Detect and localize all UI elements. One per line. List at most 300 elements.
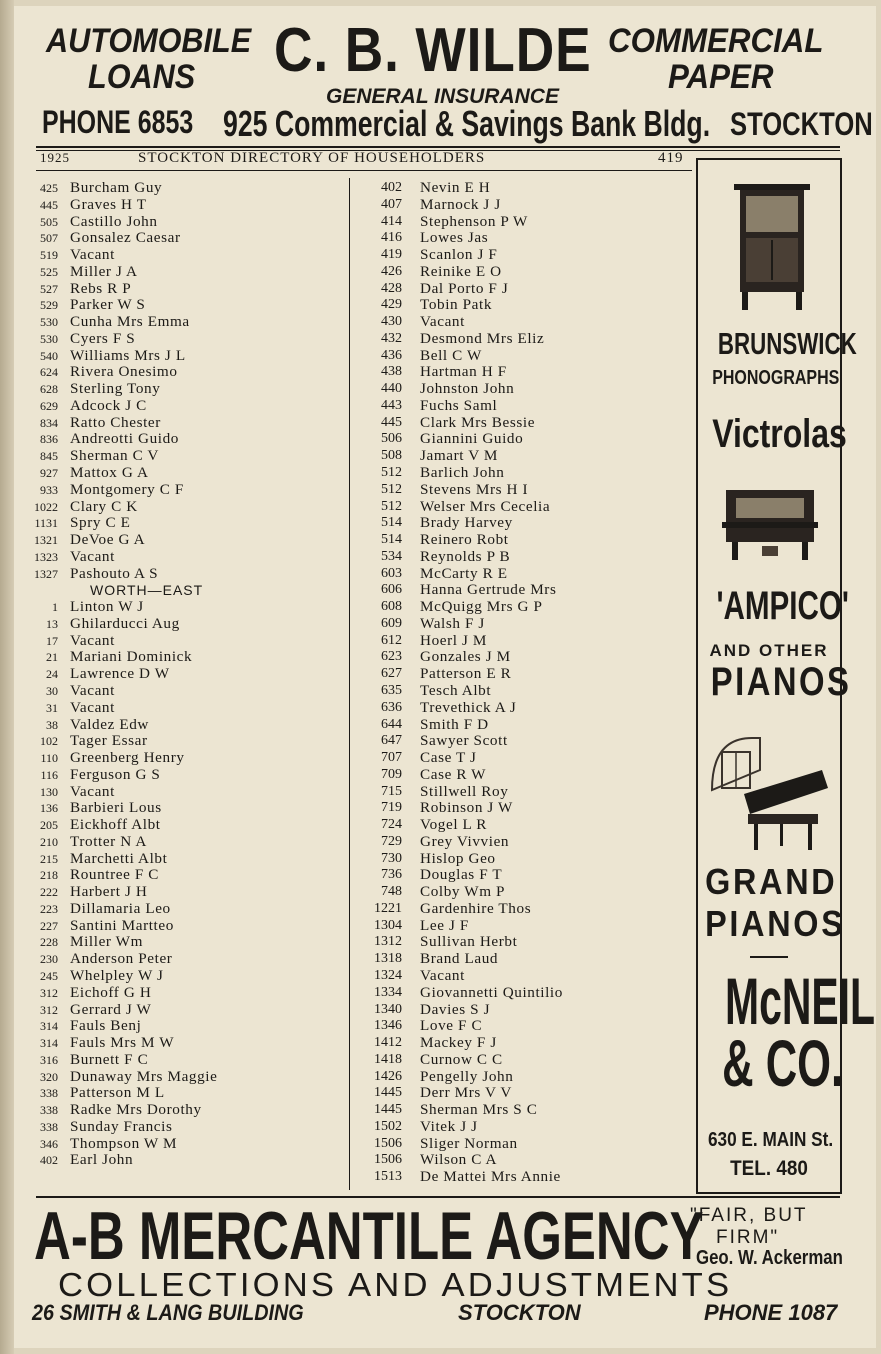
house-number: 102 xyxy=(40,734,58,749)
co-text: & CO. xyxy=(722,1026,844,1100)
householder-name: Giovannetti Quintilio xyxy=(420,983,563,1001)
householder-name: Welser Mrs Cecelia xyxy=(420,497,551,515)
householder-name: Vitek J J xyxy=(420,1117,478,1135)
house-number: 623 xyxy=(381,649,402,665)
householder-name: Vacant xyxy=(420,313,465,331)
householder-name: McQuigg Mrs G P xyxy=(420,598,543,616)
household-entry xyxy=(10,985,345,1002)
householder-name: Vacant xyxy=(70,631,115,649)
household-entry xyxy=(362,817,692,834)
house-number: 724 xyxy=(381,817,402,833)
household-entry xyxy=(362,297,692,314)
householder-name: Earl John xyxy=(70,1151,134,1169)
householder-name: DeVoe G A xyxy=(70,531,146,549)
householder-name: Reinike E O xyxy=(420,262,502,280)
household-entry xyxy=(362,381,692,398)
household-entry xyxy=(362,230,692,247)
household-entry xyxy=(362,733,692,750)
household-entry xyxy=(10,1152,345,1169)
household-entry xyxy=(10,834,345,851)
house-number: 432 xyxy=(381,330,402,346)
house-number: 402 xyxy=(40,1153,58,1168)
household-entry xyxy=(362,465,692,482)
householder-name: Bell C W xyxy=(420,346,482,364)
house-number: 736 xyxy=(381,867,402,883)
mcneil-telephone: TEL. 480 xyxy=(730,1157,808,1180)
household-entry xyxy=(10,415,345,432)
householder-name: Radke Mrs Dorothy xyxy=(70,1101,202,1119)
household-entry xyxy=(362,616,692,633)
household-entry xyxy=(362,549,692,566)
householder-name: Gonzales J M xyxy=(420,648,511,666)
bottom-ad-company-name: A-B MERCANTILE AGENCY xyxy=(34,1198,704,1274)
household-entry xyxy=(362,784,692,801)
page-title: STOCKTON DIRECTORY OF HOUSEHOLDERS xyxy=(138,150,486,166)
householder-name: Barlich John xyxy=(420,464,505,482)
house-number: 636 xyxy=(381,699,402,715)
household-entry xyxy=(10,348,345,365)
householder-name: Spry C E xyxy=(70,514,131,532)
household-entry xyxy=(362,767,692,784)
householder-name: Love F C xyxy=(420,1017,483,1035)
house-number: 1324 xyxy=(374,967,402,983)
household-entry xyxy=(10,683,345,700)
householder-name: Trevethick A J xyxy=(420,698,517,716)
house-number: 1022 xyxy=(34,499,58,514)
house-number: 38 xyxy=(46,717,58,732)
house-number: 1221 xyxy=(374,900,402,916)
householder-name: Ratto Chester xyxy=(70,413,161,431)
householder-name: Vacant xyxy=(70,782,115,800)
household-entry xyxy=(10,633,345,650)
column-divider xyxy=(349,178,350,1190)
household-entry xyxy=(10,532,345,549)
house-number: 426 xyxy=(381,263,402,279)
house-number: 1506 xyxy=(374,1152,402,1168)
household-entry xyxy=(362,834,692,851)
house-number: 629 xyxy=(40,398,58,413)
house-number: 1131 xyxy=(34,516,58,531)
household-entry xyxy=(362,1069,692,1086)
side-ad-rule xyxy=(750,956,788,958)
household-entry xyxy=(362,1119,692,1136)
household-entry xyxy=(10,549,345,566)
householder-name: Brand Laud xyxy=(420,950,499,968)
household-entry xyxy=(362,247,692,264)
household-entry xyxy=(362,281,692,298)
player-piano-illustration xyxy=(722,486,818,562)
householder-name: Dal Porto F J xyxy=(420,279,509,297)
householder-name: Vacant xyxy=(70,681,115,699)
house-number: 1445 xyxy=(374,1102,402,1118)
household-entry xyxy=(362,666,692,683)
ampico-text: 'AMPICO' xyxy=(716,584,849,628)
house-number: 116 xyxy=(40,767,58,782)
householder-name: Gonsalez Caesar xyxy=(70,229,181,247)
page-year: 1925 xyxy=(40,150,70,165)
house-number: 110 xyxy=(40,751,58,766)
house-number: 407 xyxy=(381,196,402,212)
householder-name: Rivera Onesimo xyxy=(70,363,178,381)
title-rule xyxy=(36,170,692,171)
householder-name: Gerrard J W xyxy=(70,1000,152,1018)
householder-name: Curnow C C xyxy=(420,1050,503,1068)
household-entry xyxy=(362,750,692,767)
ad-loans-text: LOANS xyxy=(88,58,196,96)
household-entry xyxy=(10,1018,345,1035)
householder-name: Davies S J xyxy=(420,1000,491,1018)
household-entry xyxy=(362,867,692,884)
bottom-ad-phone: PHONE 1087 xyxy=(704,1300,838,1325)
bottom-ad-proprietor: Geo. W. Ackerman xyxy=(696,1247,843,1269)
householder-name: Hoerl J M xyxy=(420,631,487,649)
household-entry xyxy=(362,515,692,532)
page-number: 419 xyxy=(658,150,684,166)
household-entry xyxy=(10,1119,345,1136)
household-entry xyxy=(10,264,345,281)
house-number: 609 xyxy=(381,615,402,631)
house-number: 1327 xyxy=(34,566,58,581)
household-entry xyxy=(10,1136,345,1153)
ad-address: 925 Commercial & Savings Bank Bldg. xyxy=(223,103,711,144)
house-number: 603 xyxy=(381,565,402,581)
household-entry xyxy=(362,717,692,734)
house-number: 136 xyxy=(40,801,58,816)
household-entry xyxy=(362,800,692,817)
household-entry xyxy=(362,884,692,901)
header-rule xyxy=(36,146,840,148)
householder-name: Sherman Mrs S C xyxy=(420,1101,538,1119)
household-entry xyxy=(10,616,345,633)
household-entry xyxy=(10,499,345,516)
household-entry xyxy=(10,566,345,583)
household-entry xyxy=(10,1035,345,1052)
household-entry xyxy=(10,817,345,834)
householder-name: Andreotti Guido xyxy=(70,430,179,448)
householder-name: Lawrence D W xyxy=(70,665,170,683)
householder-name: Colby Wm P xyxy=(420,883,506,901)
householder-name: Castillo John xyxy=(70,212,158,230)
house-number: 245 xyxy=(40,968,58,983)
listing-column-1 xyxy=(10,180,345,1169)
householder-name: Fauls Benj xyxy=(70,1017,142,1035)
householder-name: Reinero Robt xyxy=(420,531,509,549)
householder-name: Sunday Francis xyxy=(70,1117,173,1135)
household-entry xyxy=(362,582,692,599)
householder-name: Pengelly John xyxy=(420,1067,514,1085)
household-entry xyxy=(10,281,345,298)
house-number: 440 xyxy=(381,381,402,397)
householder-name: Thompson W M xyxy=(70,1134,178,1152)
house-number: 436 xyxy=(381,347,402,363)
house-number: 508 xyxy=(381,448,402,464)
household-entry xyxy=(10,180,345,197)
house-number: 627 xyxy=(381,666,402,682)
house-number: 512 xyxy=(381,498,402,514)
house-number: 445 xyxy=(381,414,402,430)
householder-name: Vacant xyxy=(70,547,115,565)
household-entry xyxy=(362,1052,692,1069)
householder-name: Sterling Tony xyxy=(70,380,161,398)
household-entry xyxy=(362,683,692,700)
phonographs-text: PHONOGRAPHS xyxy=(712,367,840,389)
house-number: 834 xyxy=(40,415,58,430)
householder-name: Wilson C A xyxy=(420,1151,498,1169)
house-number: 707 xyxy=(381,750,402,766)
householder-name: Graves H T xyxy=(70,195,147,213)
house-number: 314 xyxy=(40,1036,58,1051)
household-entry xyxy=(10,867,345,884)
household-entry xyxy=(362,1136,692,1153)
household-entry xyxy=(10,197,345,214)
household-entry xyxy=(362,901,692,918)
householder-name: Vacant xyxy=(70,246,115,264)
householder-name: Williams Mrs J L xyxy=(70,346,186,364)
household-entry xyxy=(10,951,345,968)
householder-name: Case T J xyxy=(420,749,477,767)
householder-name: Scanlon J F xyxy=(420,246,498,264)
household-entry xyxy=(362,599,692,616)
house-number: 715 xyxy=(381,783,402,799)
household-entry xyxy=(10,666,345,683)
household-entry xyxy=(362,1169,692,1186)
household-entry xyxy=(362,1085,692,1102)
householder-name: Reynolds P B xyxy=(420,547,511,565)
householder-name: Stillwell Roy xyxy=(420,782,509,800)
house-number: 507 xyxy=(40,231,58,246)
phonograph-illustration xyxy=(734,182,810,312)
house-number: 218 xyxy=(40,868,58,883)
householder-name: Ghilarducci Aug xyxy=(70,614,180,632)
householder-name: Rountree F C xyxy=(70,866,160,884)
household-entry xyxy=(10,934,345,951)
household-entry xyxy=(362,431,692,448)
pianos-text: PIANOS xyxy=(710,660,852,704)
household-entry xyxy=(362,180,692,197)
house-number: 205 xyxy=(40,818,58,833)
house-number: 534 xyxy=(381,548,402,564)
house-number: 130 xyxy=(40,784,58,799)
household-entry xyxy=(362,934,692,951)
household-entry xyxy=(10,968,345,985)
householder-name: Eickhoff Albt xyxy=(70,816,161,834)
house-number: 1304 xyxy=(374,917,402,933)
householder-name: Pashouto A S xyxy=(70,564,159,582)
house-number: 1323 xyxy=(34,549,58,564)
house-number: 505 xyxy=(40,214,58,229)
ad-city: STOCKTON xyxy=(730,106,873,142)
householder-name: Smith F D xyxy=(420,715,489,733)
householder-name: Clary C K xyxy=(70,497,138,515)
bottom-ad-slogan-line2: FIRM" xyxy=(716,1227,780,1248)
house-number: 416 xyxy=(381,230,402,246)
house-number: 210 xyxy=(40,834,58,849)
house-number: 230 xyxy=(40,952,58,967)
household-entry xyxy=(10,431,345,448)
householder-name: Marchetti Albt xyxy=(70,849,168,867)
house-number: 635 xyxy=(381,682,402,698)
house-number: 320 xyxy=(40,1069,58,1084)
householder-name: Sherman C V xyxy=(70,447,160,465)
household-entry xyxy=(362,499,692,516)
householder-name: Stephenson P W xyxy=(420,212,528,230)
house-number: 227 xyxy=(40,918,58,933)
house-number: 338 xyxy=(40,1103,58,1118)
house-number: 338 xyxy=(40,1086,58,1101)
household-entry xyxy=(10,851,345,868)
house-number: 530 xyxy=(40,331,58,346)
householder-name: Robinson J W xyxy=(420,799,513,817)
householder-name: Linton W J xyxy=(70,598,144,616)
ad-automobile-text: AUTOMOBILE xyxy=(46,22,252,60)
householder-name: Patterson E R xyxy=(420,665,512,683)
household-entry xyxy=(362,1002,692,1019)
house-number: 1513 xyxy=(374,1169,402,1185)
household-entry xyxy=(10,398,345,415)
household-entry xyxy=(10,750,345,767)
house-number: 1318 xyxy=(374,951,402,967)
house-number: 1445 xyxy=(374,1085,402,1101)
householder-name: Dunaway Mrs Maggie xyxy=(70,1067,218,1085)
household-entry xyxy=(10,700,345,717)
house-number: 748 xyxy=(381,884,402,900)
house-number: 606 xyxy=(381,582,402,598)
household-entry xyxy=(10,733,345,750)
householder-name: Jamart V M xyxy=(420,447,498,465)
household-entry xyxy=(362,700,692,717)
house-number: 506 xyxy=(381,431,402,447)
house-number: 316 xyxy=(40,1052,58,1067)
house-number: 13 xyxy=(46,616,58,631)
household-entry xyxy=(362,951,692,968)
household-entry xyxy=(362,482,692,499)
householder-name: Stevens Mrs H I xyxy=(420,480,529,498)
house-number: 223 xyxy=(40,901,58,916)
house-number: 338 xyxy=(40,1119,58,1134)
householder-name: Desmond Mrs Eliz xyxy=(420,329,545,347)
household-entry xyxy=(10,1052,345,1069)
householder-name: Case R W xyxy=(420,765,487,783)
house-number: 527 xyxy=(40,281,58,296)
house-number: 402 xyxy=(381,180,402,195)
house-number: 529 xyxy=(40,298,58,313)
house-number: 612 xyxy=(381,632,402,648)
householder-name: Vacant xyxy=(70,698,115,716)
householder-name: Marnock J J xyxy=(420,195,501,213)
householder-name: McCarty R E xyxy=(420,564,508,582)
house-number: 512 xyxy=(381,481,402,497)
householder-name: Douglas F T xyxy=(420,866,503,884)
householder-name: Hartman H F xyxy=(420,363,507,381)
house-number: 419 xyxy=(381,247,402,263)
household-entry xyxy=(362,448,692,465)
householder-name: Miller Wm xyxy=(70,933,144,951)
household-entry xyxy=(10,230,345,247)
householder-name: Grey Vivvien xyxy=(420,832,510,850)
householder-name: Dillamaria Leo xyxy=(70,899,171,917)
street-section-heading: WORTH—EAST xyxy=(90,582,204,599)
bottom-ad-address: 26 SMITH & LANG BUILDING xyxy=(32,1300,304,1325)
house-number: 1321 xyxy=(34,533,58,548)
household-entry xyxy=(10,314,345,331)
householder-name: De Mattei Mrs Annie xyxy=(420,1168,561,1186)
householder-name: Greenberg Henry xyxy=(70,749,185,767)
house-number: 1502 xyxy=(374,1118,402,1134)
household-entry xyxy=(362,566,692,583)
house-number: 608 xyxy=(381,599,402,615)
house-number: 933 xyxy=(40,482,58,497)
householder-name: Johnston John xyxy=(420,380,515,398)
household-entry xyxy=(362,214,692,231)
household-entry xyxy=(362,331,692,348)
householder-name: Cyers F S xyxy=(70,329,136,347)
house-number: 215 xyxy=(40,851,58,866)
house-number: 624 xyxy=(40,365,58,380)
householder-name: Hanna Gertrude Mrs xyxy=(420,581,557,599)
householder-name: Patterson M L xyxy=(70,1084,165,1102)
house-number: 346 xyxy=(40,1136,58,1151)
household-entry xyxy=(10,717,345,734)
house-number: 644 xyxy=(381,716,402,732)
grand-text: GRAND xyxy=(705,861,838,902)
household-entry xyxy=(10,515,345,532)
household-entry xyxy=(10,482,345,499)
bottom-ad-city: STOCKTON xyxy=(458,1300,581,1325)
ad-paper-text: PAPER xyxy=(668,58,774,96)
household-entry xyxy=(362,1102,692,1119)
household-entry xyxy=(10,901,345,918)
householder-name: Burcham Guy xyxy=(70,179,163,196)
ad-company-name: C. B. WILDE xyxy=(274,16,592,85)
mcneil-address: 630 E. MAIN St. xyxy=(707,1129,834,1151)
household-entry xyxy=(10,649,345,666)
ad-insurance-text: GENERAL INSURANCE xyxy=(326,85,559,108)
householder-name: Eichoff G H xyxy=(70,983,152,1001)
householder-name: Vacant xyxy=(420,966,465,984)
house-number: 428 xyxy=(381,280,402,296)
house-number: 312 xyxy=(40,1002,58,1017)
house-number: 228 xyxy=(40,935,58,950)
house-number: 24 xyxy=(46,667,58,682)
household-entry xyxy=(362,364,692,381)
household-entry xyxy=(362,1152,692,1169)
ad-phone: PHONE 6853 xyxy=(42,104,194,140)
house-number: 519 xyxy=(40,248,58,263)
householder-name: Tobin Patk xyxy=(420,296,493,314)
householder-name: Giannini Guido xyxy=(420,430,524,448)
householder-name: Vogel L R xyxy=(420,816,487,834)
household-entry xyxy=(362,968,692,985)
household-entry xyxy=(10,599,345,616)
house-number: 525 xyxy=(40,264,58,279)
house-number: 514 xyxy=(381,515,402,531)
house-number: 30 xyxy=(46,683,58,698)
house-number: 429 xyxy=(381,297,402,313)
householder-name: Fuchs Saml xyxy=(420,396,498,414)
householder-name: Mattox G A xyxy=(70,464,149,482)
household-entry xyxy=(10,247,345,264)
house-number: 1 xyxy=(52,600,58,615)
householder-name: Lowes Jas xyxy=(420,229,489,247)
household-entry xyxy=(10,381,345,398)
victrolas-text: Victrolas xyxy=(712,412,847,456)
house-number: 31 xyxy=(46,700,58,715)
top-advertisement xyxy=(28,16,873,146)
household-entry xyxy=(362,348,692,365)
household-entry xyxy=(10,331,345,348)
household-entry xyxy=(10,448,345,465)
householder-name: Burnett F C xyxy=(70,1050,149,1068)
